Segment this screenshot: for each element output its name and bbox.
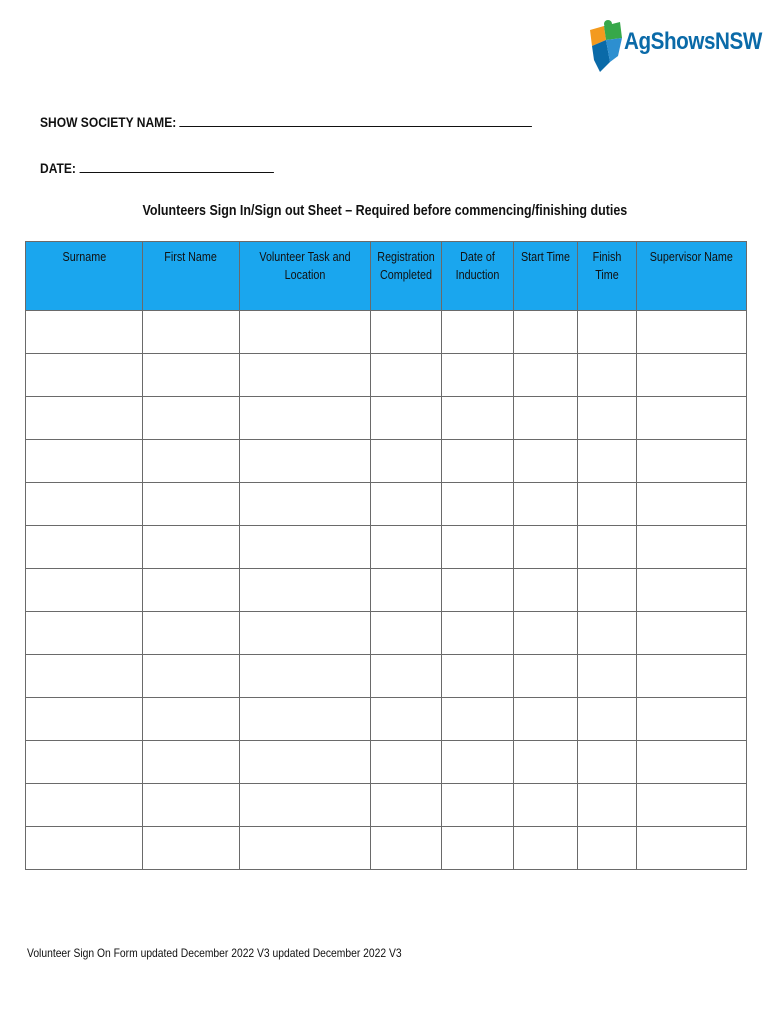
table-cell[interactable] (240, 655, 371, 698)
table-cell[interactable] (514, 440, 578, 483)
table-cell[interactable] (143, 655, 240, 698)
table-cell[interactable] (442, 483, 514, 526)
column-header: Start Time (514, 242, 578, 311)
date-label: DATE: (40, 160, 76, 176)
table-cell[interactable] (371, 440, 442, 483)
table-cell[interactable] (442, 354, 514, 397)
table-cell[interactable] (442, 827, 514, 870)
table-cell[interactable] (514, 827, 578, 870)
table-row (26, 397, 747, 440)
table-cell[interactable] (240, 440, 371, 483)
table-cell[interactable] (240, 827, 371, 870)
table-cell[interactable] (371, 612, 442, 655)
table-cell[interactable] (143, 827, 240, 870)
column-header: Date of Induction (442, 242, 514, 311)
table-cell[interactable] (578, 827, 637, 870)
table-header-row (26, 242, 747, 311)
table-row (26, 440, 747, 483)
table-cell[interactable] (143, 311, 240, 354)
column-header: Surname (26, 242, 143, 311)
table-cell[interactable] (442, 440, 514, 483)
table-cell[interactable] (26, 784, 143, 827)
table-row (26, 483, 747, 526)
date-field (40, 160, 274, 176)
table-cell[interactable] (637, 569, 747, 612)
column-header: Registration Completed (371, 242, 442, 311)
table-cell[interactable] (26, 483, 143, 526)
table-cell[interactable] (578, 741, 637, 784)
table-cell[interactable] (26, 569, 143, 612)
table-cell[interactable] (240, 698, 371, 741)
table-cell[interactable] (371, 526, 442, 569)
table-cell[interactable] (578, 655, 637, 698)
table-cell[interactable] (578, 526, 637, 569)
table-row (26, 612, 747, 655)
table-cell[interactable] (371, 784, 442, 827)
table-cell[interactable] (371, 311, 442, 354)
table-cell[interactable] (143, 354, 240, 397)
table-cell[interactable] (514, 354, 578, 397)
table-row (26, 827, 747, 870)
table-row (26, 354, 747, 397)
agshows-nsw-logo (586, 16, 762, 84)
table-cell[interactable] (26, 311, 143, 354)
table-cell[interactable] (514, 741, 578, 784)
table-cell[interactable] (26, 612, 143, 655)
table-cell[interactable] (26, 827, 143, 870)
table-cell[interactable] (26, 440, 143, 483)
table-cell[interactable] (578, 354, 637, 397)
table-cell[interactable] (637, 827, 747, 870)
table-row (26, 311, 747, 354)
table-cell[interactable] (578, 612, 637, 655)
table-row (26, 655, 747, 698)
table-cell[interactable] (240, 569, 371, 612)
table-cell[interactable] (514, 655, 578, 698)
table-cell[interactable] (637, 354, 747, 397)
table-cell[interactable] (442, 655, 514, 698)
table-cell[interactable] (143, 483, 240, 526)
table-cell[interactable] (371, 655, 442, 698)
table-cell[interactable] (637, 741, 747, 784)
table-cell[interactable] (637, 440, 747, 483)
table-cell[interactable] (442, 397, 514, 440)
table-cell[interactable] (371, 827, 442, 870)
table-row (26, 569, 747, 612)
table-cell[interactable] (578, 397, 637, 440)
table-cell[interactable] (240, 483, 371, 526)
table-cell[interactable] (143, 397, 240, 440)
table-cell[interactable] (514, 698, 578, 741)
show-society-name-field (40, 114, 532, 130)
table-cell[interactable] (637, 784, 747, 827)
table-cell[interactable] (578, 569, 637, 612)
sign-in-table (25, 241, 747, 870)
footer-note: Volunteer Sign On Form updated December 2022 V3 updated December 2022 V3 (27, 946, 402, 960)
table-cell[interactable] (442, 526, 514, 569)
table-cell[interactable] (371, 569, 442, 612)
table-cell[interactable] (240, 741, 371, 784)
show-society-name-line[interactable] (180, 114, 533, 127)
table-cell[interactable] (143, 741, 240, 784)
table-cell[interactable] (240, 612, 371, 655)
table-cell[interactable] (442, 741, 514, 784)
table-cell[interactable] (442, 612, 514, 655)
table-cell[interactable] (371, 741, 442, 784)
table-cell[interactable] (143, 569, 240, 612)
table-cell[interactable] (637, 612, 747, 655)
table-cell[interactable] (514, 784, 578, 827)
table-cell[interactable] (637, 483, 747, 526)
table-cell[interactable] (578, 440, 637, 483)
show-society-name-label: SHOW SOCIETY NAME: (40, 114, 177, 130)
table-cell[interactable] (26, 741, 143, 784)
table-cell[interactable] (442, 784, 514, 827)
table-cell[interactable] (143, 612, 240, 655)
table-cell[interactable] (442, 569, 514, 612)
table-cell[interactable] (26, 655, 143, 698)
table-cell[interactable] (578, 311, 637, 354)
table-cell[interactable] (143, 526, 240, 569)
table-cell[interactable] (240, 354, 371, 397)
table-cell[interactable] (442, 698, 514, 741)
table-cell[interactable] (26, 354, 143, 397)
table-cell[interactable] (514, 397, 578, 440)
table-cell[interactable] (143, 698, 240, 741)
table-cell[interactable] (637, 397, 747, 440)
table-cell[interactable] (26, 526, 143, 569)
table-cell[interactable] (637, 655, 747, 698)
table-cell[interactable] (26, 698, 143, 741)
table-row (26, 526, 747, 569)
column-header: First Name (143, 242, 240, 311)
sheet-title: Volunteers Sign In/Sign out Sheet – Required before commencing/finishing duties (142, 203, 628, 219)
column-header: Supervisor Name (637, 242, 747, 311)
logo-text: AgShowsNSW (624, 28, 762, 55)
table-cell[interactable] (637, 698, 747, 741)
table-cell[interactable] (637, 526, 747, 569)
table-cell[interactable] (143, 440, 240, 483)
table-row (26, 698, 747, 741)
table-cell[interactable] (637, 311, 747, 354)
table-cell[interactable] (514, 483, 578, 526)
table-cell[interactable] (578, 784, 637, 827)
table-cell[interactable] (442, 311, 514, 354)
column-header: Volunteer Task and Location (240, 242, 371, 311)
table-cell[interactable] (578, 483, 637, 526)
table-cell[interactable] (514, 526, 578, 569)
table-cell[interactable] (514, 569, 578, 612)
table-cell[interactable] (240, 784, 371, 827)
date-line[interactable] (79, 160, 273, 173)
table-cell[interactable] (371, 483, 442, 526)
table-cell[interactable] (514, 311, 578, 354)
table-cell[interactable] (143, 784, 240, 827)
table-cell[interactable] (240, 397, 371, 440)
column-header: Finish Time (578, 242, 637, 311)
table-cell[interactable] (26, 397, 143, 440)
table-cell[interactable] (371, 354, 442, 397)
table-cell[interactable] (371, 698, 442, 741)
table-cell[interactable] (240, 311, 371, 354)
table-cell[interactable] (240, 526, 371, 569)
table-cell[interactable] (514, 612, 578, 655)
table-row (26, 784, 747, 827)
table-row (26, 741, 747, 784)
table-cell[interactable] (578, 698, 637, 741)
table-cell[interactable] (371, 397, 442, 440)
